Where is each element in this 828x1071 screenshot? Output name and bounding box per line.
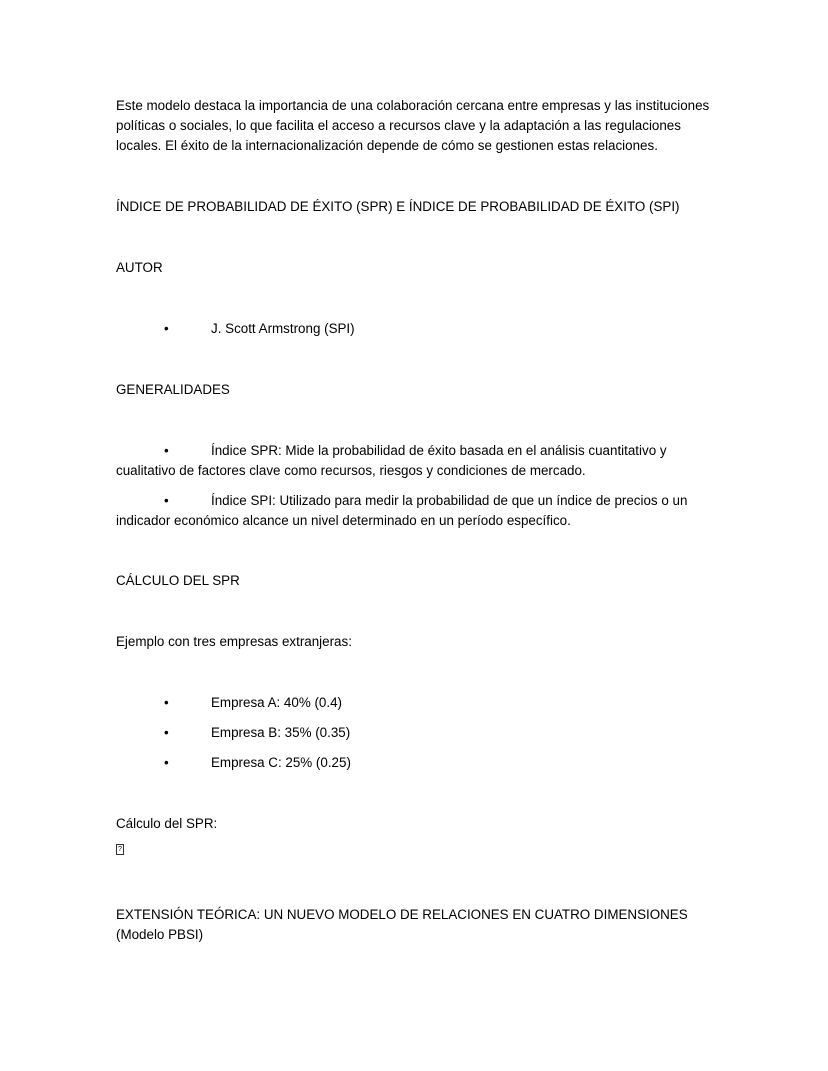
empresa-b: Empresa B: 35% (0.35) bbox=[211, 725, 351, 740]
ejemplo-intro: Ejemplo con tres empresas extranjeras: bbox=[116, 634, 352, 649]
list-item bbox=[116, 319, 716, 339]
bullet-icon: • bbox=[164, 493, 169, 508]
generalidades-list bbox=[116, 441, 716, 531]
bullet-icon: • bbox=[164, 321, 169, 336]
empresa-a: Empresa A: 40% (0.4) bbox=[211, 695, 342, 710]
generalidades-heading: GENERALIDADES bbox=[116, 382, 230, 397]
empresa-c: Empresa C: 25% (0.25) bbox=[211, 755, 351, 770]
list-item bbox=[116, 491, 716, 531]
generalidades-item-spi: Índice SPI: Utilizado para medir la probabilidad de que un índice de precios o un indicador económico alcance un nivel determinado en un período específico. bbox=[116, 493, 688, 528]
list-item bbox=[116, 723, 716, 743]
bullet-icon: • bbox=[164, 725, 169, 740]
bullet-icon: • bbox=[164, 755, 169, 770]
bullet-icon: • bbox=[164, 695, 169, 710]
list-item bbox=[116, 441, 716, 481]
document-page bbox=[116, 96, 716, 945]
empresas-list bbox=[116, 693, 716, 773]
generalidades-item-spr: Índice SPR: Mide la probabilidad de éxito basada en el análisis cuantitativo y cualitativo de factores clave como recursos, riesgos y condiciones de mercado. bbox=[116, 443, 667, 478]
formula-placeholder bbox=[116, 844, 716, 864]
list-item bbox=[116, 753, 716, 773]
calculo-heading: CÁLCULO DEL SPR bbox=[116, 573, 240, 588]
section-spr-spi-title: ÍNDICE DE PROBABILIDAD DE ÉXITO (SPR) E ÍNDICE DE PROBABILIDAD DE ÉXITO (SPI) bbox=[116, 199, 680, 214]
autor-heading: AUTOR bbox=[116, 260, 163, 275]
autor-item: J. Scott Armstrong (SPI) bbox=[211, 321, 355, 336]
extension-title: EXTENSIÓN TEÓRICA: UN NUEVO MODELO DE RELACIONES EN CUATRO DIMENSIONES (Modelo PBSI) bbox=[116, 907, 688, 942]
intro-paragraph: Este modelo destaca la importancia de una colaboración cercana entre empresas y las instituciones políticas o sociales, lo que facilita el acceso a recursos clave y la adaptación a las regulaciones locales. El éxito de la internacionalización depende de cómo se gestionen estas relaciones. bbox=[116, 98, 710, 153]
bullet-icon: • bbox=[164, 443, 169, 458]
missing-image-icon: ? bbox=[116, 844, 124, 855]
autor-list bbox=[116, 319, 716, 339]
list-item bbox=[116, 693, 716, 713]
calculo-label: Cálculo del SPR: bbox=[116, 816, 218, 831]
